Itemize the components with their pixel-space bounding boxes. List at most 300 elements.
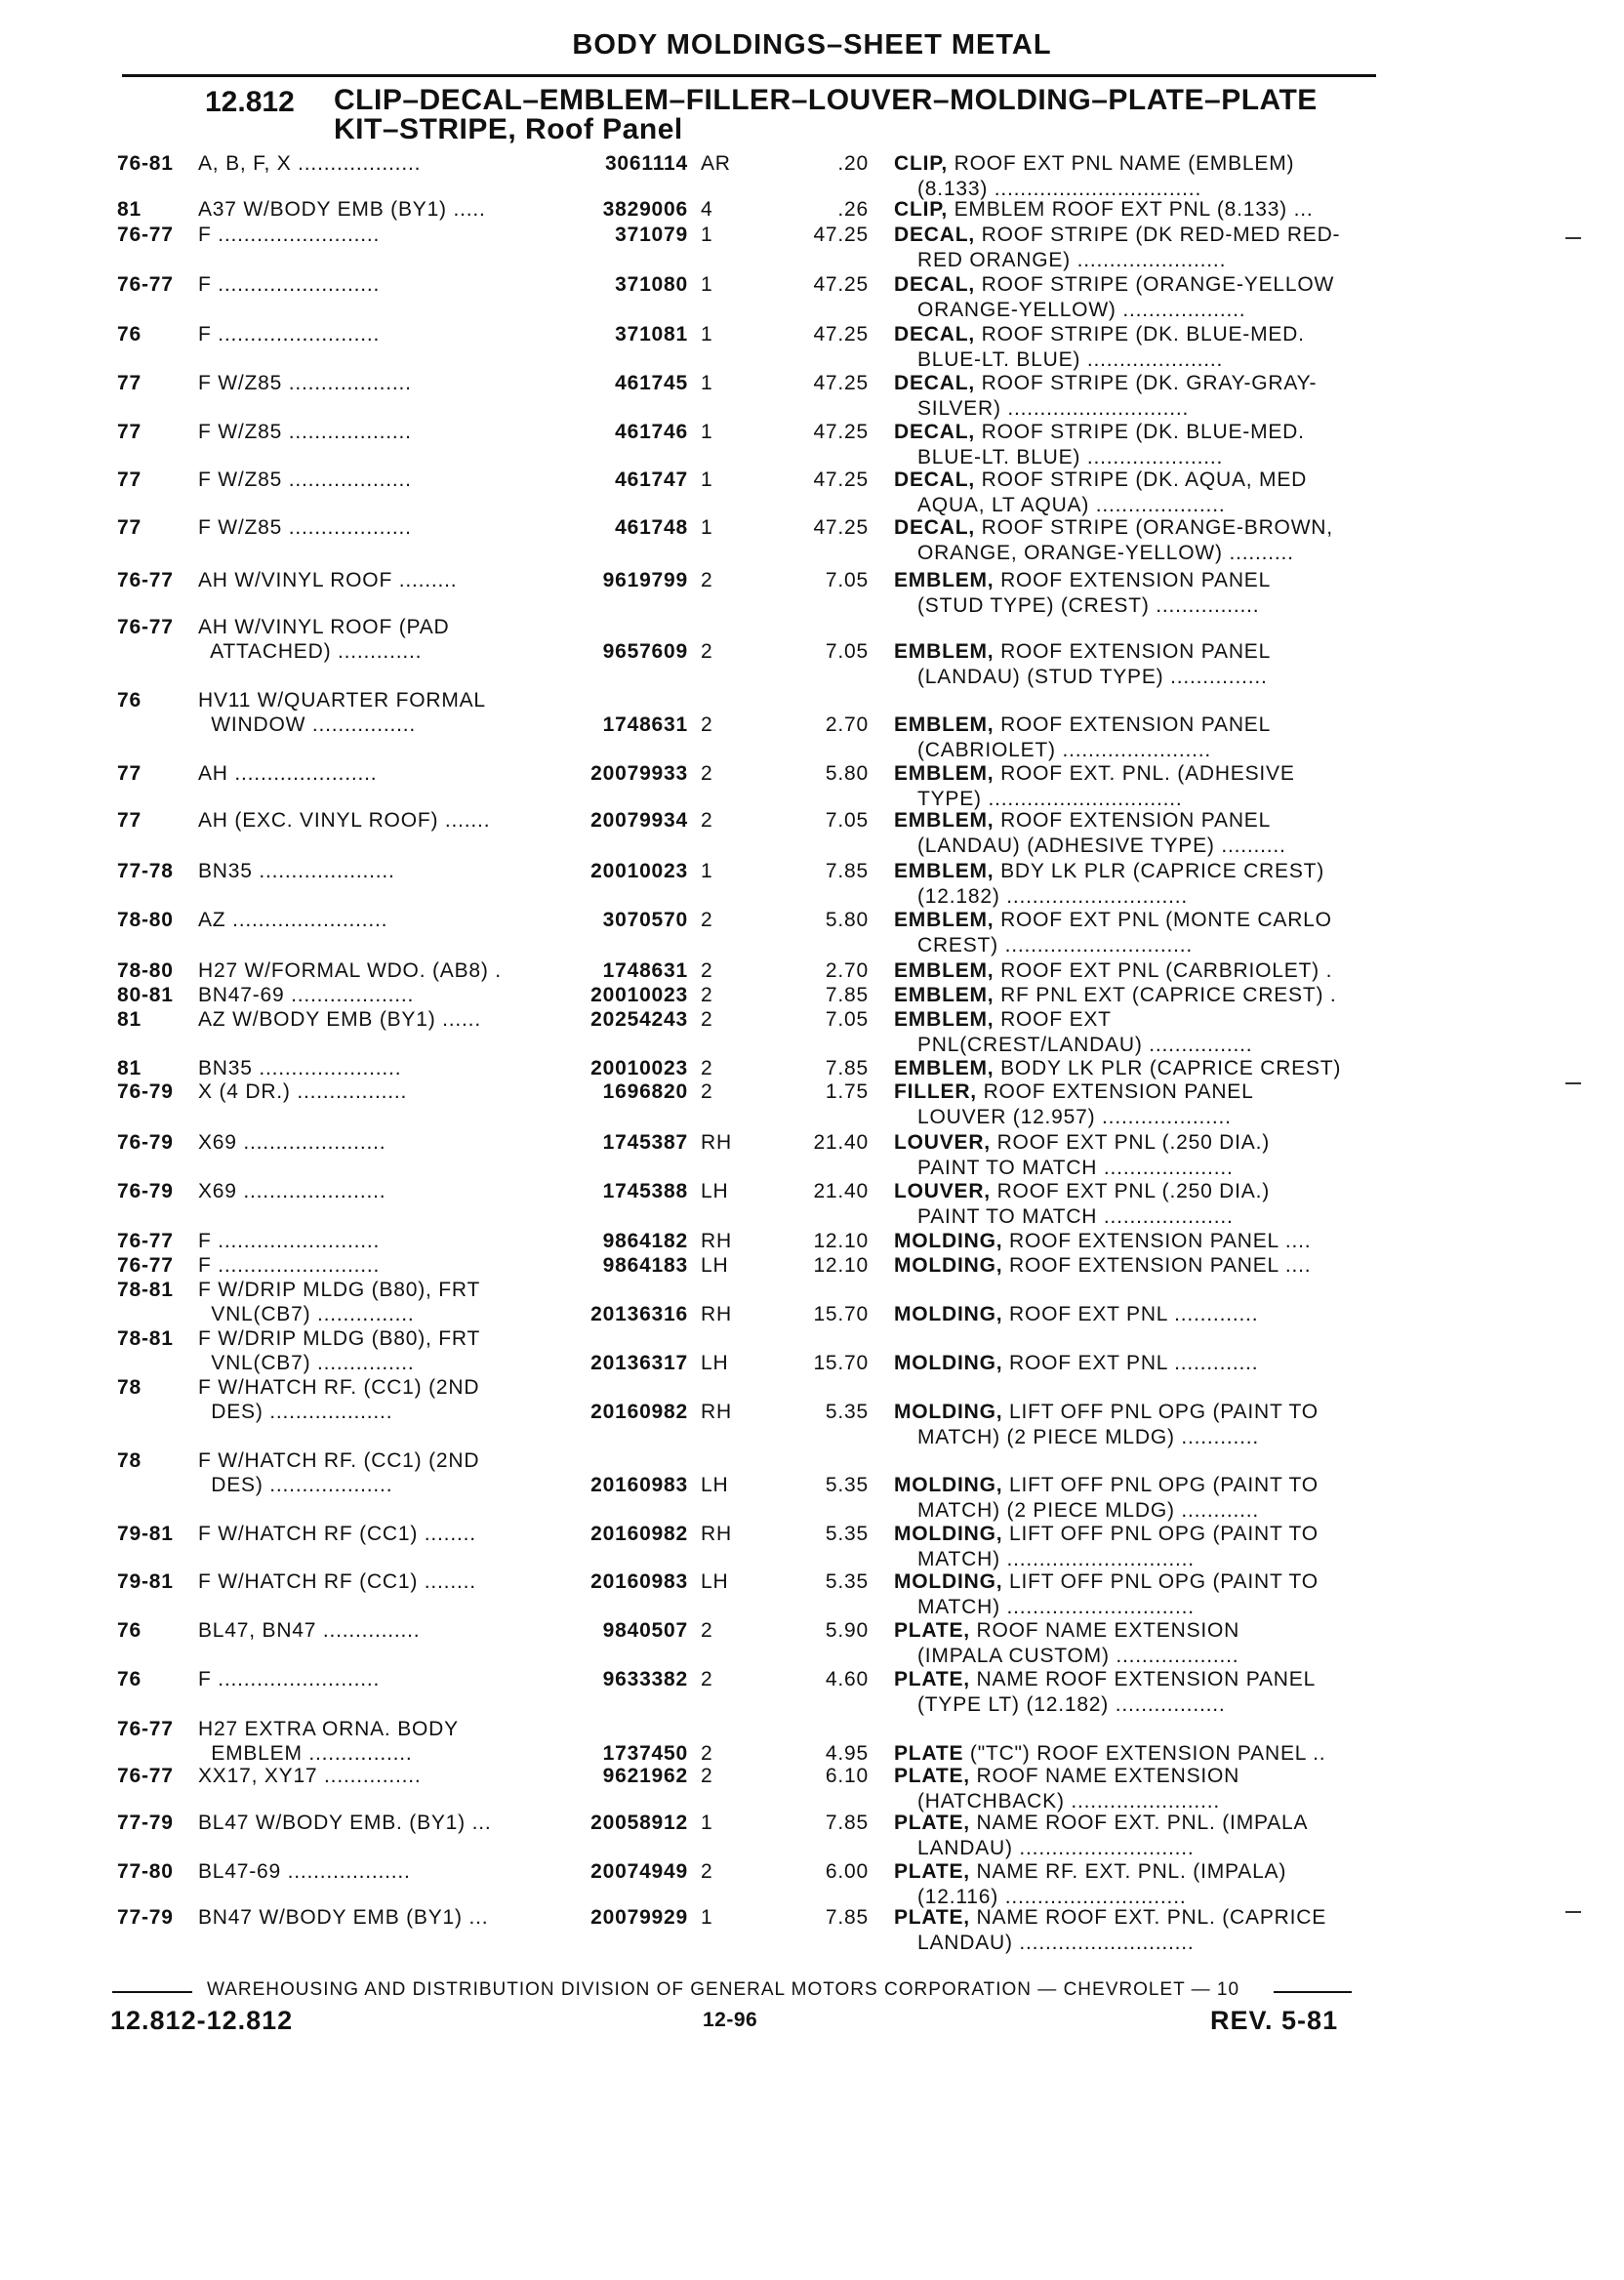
part-type: EMBLEM, [894,984,995,1006]
part-description [917,1836,1401,1860]
model-year: 78 [117,1449,142,1472]
description-text: LANDAU) ........................... [917,1836,1195,1859]
model-year: 77 [117,421,142,443]
description-text: ROOF EXT PNL NAME (EMBLEM) [947,152,1295,175]
model-application: X (4 DR.) ................. [198,1080,408,1103]
description-text: ROOF EXTENSION PANEL [994,713,1272,736]
model-application: AH W/VINYL ROOF (PAD [198,616,450,638]
part-number: 1748631 [602,959,688,982]
quantity: 2 [701,762,713,785]
quantity: 1 [701,1906,713,1929]
price: 47.25 [813,468,869,491]
price: 15.70 [813,1303,869,1325]
quantity: 1 [701,1812,713,1834]
description-text: (LANDAU) (STUD TYPE) ............... [917,665,1268,688]
model-application: F ......................... [198,1230,381,1252]
part-description [917,1425,1401,1449]
description-text: ROOF NAME EXTENSION [969,1619,1240,1642]
model-year: 77 [117,762,142,785]
price: 7.85 [825,1906,869,1929]
part-type: DECAL, [894,516,975,539]
model-application: XX17, XY17 ............... [198,1765,422,1787]
model-application: HV11 W/QUARTER FORMAL [198,689,486,712]
part-description [894,371,1377,395]
quantity: 2 [701,984,713,1006]
part-type: EMBLEM, [894,860,995,882]
quantity: 1 [701,224,713,246]
description-text: ROOF STRIPE (DK. GRAY-GRAY- [974,372,1318,394]
model-year: 76 [117,1668,142,1690]
model-application: F W/HATCH RF (CC1) ........ [198,1523,476,1545]
model-application: BL47, BN47 ............... [198,1619,421,1642]
description-text: NAME RF. EXT. PNL. (IMPALA) [969,1860,1287,1883]
quantity: 1 [701,516,713,539]
model-application: F W/HATCH RF. (CC1) (2ND [198,1449,480,1472]
description-text: LIFT OFF PNL OPG (PAINT TO [1002,1523,1319,1545]
model-application: F ......................... [198,1668,381,1690]
quantity: 2 [701,1008,713,1031]
price: 47.25 [813,421,869,443]
footer-page-number: 12-96 [703,2009,758,2031]
price: 6.10 [825,1765,869,1787]
part-description [917,396,1401,421]
price: 7.05 [825,1008,869,1031]
model-application: H27 W/FORMAL WDO. (AB8) . [198,959,502,982]
part-description [894,1079,1377,1104]
part-number: 3829006 [602,198,688,221]
quantity: AR [701,152,731,175]
quantity: 2 [701,1057,713,1079]
quantity: 2 [701,1860,713,1883]
part-type: PLATE, [894,1906,970,1929]
quantity: 2 [701,640,713,663]
description-text: MATCH) ............................. [917,1595,1195,1618]
part-type: DECAL, [894,273,975,296]
quantity: LH [701,1570,729,1593]
part-type: DECAL, [894,468,975,491]
model-application: AZ ........................ [198,909,388,931]
price: 5.35 [825,1570,869,1593]
model-application: F W/HATCH RF. (CC1) (2ND [198,1376,480,1399]
price: 7.85 [825,984,869,1006]
model-application: X69 ...................... [198,1131,386,1154]
description-text: LIFT OFF PNL OPG (PAINT TO [1002,1474,1319,1496]
quantity: 1 [701,468,713,491]
model-application: F W/DRIP MLDG (B80), FRT [198,1327,481,1350]
description-text: ROOF STRIPE (ORANGE-YELLOW [974,273,1335,296]
part-number: 1748631 [602,713,688,736]
model-year: 78-80 [117,909,174,931]
quantity: 2 [701,1619,713,1642]
quantity: RH [701,1230,732,1252]
part-number: 371080 [615,273,688,296]
description-text: (LANDAU) (ADHESIVE TYPE) .......... [917,834,1286,857]
part-description [894,1130,1377,1155]
model-year: 81 [117,1008,142,1031]
model-application: H27 EXTRA ORNA. BODY [198,1718,459,1740]
price: 47.25 [813,323,869,346]
model-year: 76-77 [117,569,174,591]
model-year: 78 [117,1376,142,1399]
model-year: 76-77 [117,1765,174,1787]
description-text: BLUE-LT. BLUE) ..................... [917,347,1224,371]
model-year: 77-78 [117,860,174,882]
part-description [917,1595,1401,1619]
description-text: ROOF EXTENSION PANEL [994,569,1272,591]
description-text: LIFT OFF PNL OPG (PAINT TO [1002,1401,1319,1423]
price: 5.35 [825,1474,869,1496]
part-type: MOLDING, [894,1254,1003,1277]
description-text: ROOF EXTENSION PANEL [994,640,1272,663]
description-text: PAINT TO MATCH .................... [917,1156,1234,1179]
description-text: TYPE) .............................. [917,787,1183,810]
quantity: 2 [701,569,713,591]
model-year: 77-80 [117,1860,174,1883]
part-type: PLATE, [894,1765,970,1787]
part-description [894,272,1377,297]
model-year: 79-81 [117,1570,174,1593]
part-number: 371081 [615,323,688,346]
part-number: 9840507 [602,1619,688,1642]
description-text: PNL(CREST/LANDAU) ................ [917,1033,1253,1056]
part-description [917,541,1401,565]
part-number: 20074949 [590,1860,688,1883]
part-description [917,1789,1401,1813]
part-number: 1696820 [602,1080,688,1103]
quantity: 2 [701,809,713,832]
model-year: 77 [117,516,142,539]
section-title: CLIP–DECAL–EMBLEM–FILLER–LOUVER–MOLDING–PLATE–PLATE KIT–STRIPE, Roof Panel [334,84,1318,145]
part-description [917,248,1401,272]
part-description [917,298,1401,322]
part-type: DECAL, [894,372,975,394]
description-text: EMBLEM ROOF EXT PNL (8.133) ... [947,198,1314,221]
quantity: RH [701,1523,732,1545]
part-description [894,761,1377,786]
description-text: ROOF EXTENSION PANEL [994,809,1272,832]
part-type: LOUVER, [894,1180,991,1202]
part-description [917,1033,1401,1057]
description-text: PAINT TO MATCH .................... [917,1204,1234,1228]
model-year: 76-77 [117,1718,174,1740]
part-type: EMBLEM, [894,909,995,931]
description-text: (12.182) ............................ [917,884,1189,908]
model-year: 79-81 [117,1523,174,1545]
part-number: 20010023 [590,984,688,1006]
description-text: ROOF EXT. PNL. (ADHESIVE [994,762,1295,785]
model-application: F W/Z85 ................... [198,421,412,443]
description-text: ROOF EXT [994,1008,1112,1031]
margin-dash-mark [1565,237,1581,239]
model-application: A37 W/BODY EMB (BY1) ..... [198,198,486,221]
part-number: 9864183 [602,1254,688,1277]
part-type: EMBLEM, [894,713,995,736]
quantity: 2 [701,1742,713,1765]
part-number: 3070570 [602,909,688,931]
model-year: 77-79 [117,1906,174,1929]
part-type: EMBLEM, [894,959,995,982]
price: .26 [837,198,869,221]
part-description [894,908,1377,932]
part-description [917,1156,1401,1180]
part-type: EMBLEM, [894,1008,995,1031]
part-number: 20010023 [590,1057,688,1079]
model-application: BL47 W/BODY EMB. (BY1) ... [198,1812,492,1834]
part-description [917,347,1401,372]
model-year: 76 [117,689,142,712]
model-application: AH (EXC. VINYL ROOF) ....... [198,809,491,832]
model-year: 76 [117,1619,142,1642]
part-description [894,808,1377,833]
price: 7.05 [825,809,869,832]
part-description [894,1741,1377,1766]
part-type: MOLDING, [894,1230,1003,1252]
part-number: 1737450 [602,1742,688,1765]
part-type: EMBLEM, [894,762,995,785]
part-description [917,738,1401,762]
description-text: (STUD TYPE) (CREST) ................ [917,593,1260,617]
part-number: 20010023 [590,860,688,882]
price: 4.60 [825,1668,869,1690]
part-description [917,1204,1401,1229]
part-number: 20160983 [590,1570,688,1593]
quantity: 2 [701,1668,713,1690]
part-description [894,859,1377,883]
quantity: 1 [701,273,713,296]
model-year: 77 [117,468,142,491]
model-year: 78-81 [117,1279,174,1301]
price: 47.25 [813,224,869,246]
quantity: LH [701,1180,729,1202]
price: 5.90 [825,1619,869,1642]
part-description [894,515,1377,540]
description-text: RED ORANGE) ....................... [917,248,1227,271]
part-description [894,1056,1377,1080]
description-text: NAME ROOF EXT. PNL. (CAPRICE [969,1906,1327,1929]
price: 15.70 [813,1352,869,1374]
part-number: 461746 [615,421,688,443]
model-application: F W/Z85 ................... [198,516,412,539]
part-type: CLIP, [894,198,948,221]
model-application: F W/DRIP MLDG (B80), FRT [198,1279,481,1301]
quantity: 2 [701,909,713,931]
part-description [917,493,1401,517]
part-description [894,568,1377,592]
part-type: MOLDING, [894,1523,1003,1545]
part-number: 20079929 [590,1906,688,1929]
part-description [917,665,1401,689]
part-number: 1745388 [602,1180,688,1202]
model-application: BN47-69 ................... [198,984,415,1006]
model-application: BN47 W/BODY EMB (BY1) ... [198,1906,489,1929]
part-description [894,1302,1377,1326]
description-text: (HATCHBACK) ....................... [917,1789,1220,1812]
model-application: VNL(CB7) ............... [198,1352,415,1374]
part-description [917,1547,1401,1571]
model-application: DES) ................... [198,1401,393,1423]
description-text: LOUVER (12.957) .................... [917,1105,1232,1128]
quantity: LH [701,1474,729,1496]
part-type: MOLDING, [894,1352,1003,1374]
price: 21.40 [813,1180,869,1202]
part-description [917,1931,1401,1955]
description-text: ROOF EXT PNL ............. [1002,1352,1259,1374]
footer-revision: REV. 5-81 [1210,2006,1339,2035]
quantity: 1 [701,372,713,394]
description-text: ROOF STRIPE (DK. BLUE-MED. [974,323,1305,346]
price: 7.05 [825,640,869,663]
description-text: ORANGE-YELLOW) ................... [917,298,1246,321]
description-text: BLUE-LT. BLUE) ..................... [917,445,1224,468]
part-number: 20136316 [590,1303,688,1325]
price: 6.00 [825,1860,869,1883]
description-text: ROOF STRIPE (DK RED-MED RED- [974,224,1341,246]
model-application: F ......................... [198,1254,381,1277]
model-year: 76-77 [117,616,174,638]
description-text: (12.116) ............................ [917,1885,1187,1908]
part-description [894,1618,1377,1643]
part-type: MOLDING, [894,1303,1003,1325]
part-number: 20160983 [590,1474,688,1496]
quantity: RH [701,1131,732,1154]
quantity: 1 [701,860,713,882]
part-number: 461745 [615,372,688,394]
part-description [917,787,1401,811]
quantity: RH [701,1401,732,1423]
description-text: MATCH) (2 PIECE MLDG) ............ [917,1425,1260,1448]
part-number: 20160982 [590,1523,688,1545]
price: 7.85 [825,860,869,882]
description-text: ROOF EXT PNL (MONTE CARLO [994,909,1332,931]
price: .20 [837,152,869,175]
part-type: PLATE [894,1742,964,1765]
part-description [894,1473,1377,1497]
margin-dash-mark [1565,1911,1581,1913]
model-application: BN35 ...................... [198,1057,402,1079]
model-application: X69 ...................... [198,1180,386,1202]
part-number: 9864182 [602,1230,688,1252]
model-application: EMBLEM ................ [198,1742,413,1765]
part-description [894,1811,1377,1835]
quantity: 1 [701,323,713,346]
price: 7.85 [825,1812,869,1834]
footer-section-range: 12.812-12.812 [110,2006,294,2035]
description-text: ROOF STRIPE (DK. AQUA, MED [974,468,1308,491]
part-number: 20079934 [590,809,688,832]
margin-dash-mark [1565,1082,1581,1084]
model-application: F W/Z85 ................... [198,372,412,394]
part-description [917,445,1401,469]
part-description [894,197,1377,222]
model-application: BL47-69 ................... [198,1860,411,1883]
price: 47.25 [813,372,869,394]
model-year: 76-77 [117,1230,174,1252]
model-application: AZ W/BODY EMB (BY1) ...... [198,1008,481,1031]
part-number: 9619799 [602,569,688,591]
description-text: CREST) ............................. [917,933,1193,957]
price: 12.10 [813,1230,869,1252]
part-description [917,884,1401,909]
description-text: LANDAU) ........................... [917,1931,1195,1954]
footer-division: WAREHOUSING AND DISTRIBUTION DIVISION OF GENERAL MOTORS CORPORATION — CHEVROLET — 10 [207,1979,1240,2000]
model-application: F W/HATCH RF (CC1) ........ [198,1570,476,1593]
model-application: F ......................... [198,273,381,296]
price: 5.35 [825,1523,869,1545]
part-number: 371079 [615,224,688,246]
part-number: 20254243 [590,1008,688,1031]
part-description [894,420,1377,444]
price: 5.80 [825,909,869,931]
part-number: 461747 [615,468,688,491]
model-year: 76-77 [117,273,174,296]
part-description [894,1229,1377,1253]
part-number: 9621962 [602,1765,688,1787]
model-year: 78-81 [117,1327,174,1350]
part-description [917,834,1401,858]
description-text: ROOF STRIPE (DK. BLUE-MED. [974,421,1305,443]
part-number: 1745387 [602,1131,688,1154]
part-description [894,1253,1377,1278]
model-year: 76-79 [117,1180,174,1202]
part-description [894,1400,1377,1424]
model-application: WINDOW ................ [198,713,416,736]
quantity: 2 [701,1765,713,1787]
part-description [894,322,1377,346]
part-type: PLATE, [894,1668,970,1690]
part-description [917,1644,1401,1668]
part-description [894,468,1377,492]
part-description [894,1905,1377,1930]
model-application: AH ...................... [198,762,378,785]
quantity: RH [701,1303,732,1325]
price: 5.80 [825,762,869,785]
description-text: NAME ROOF EXT. PNL. (IMPALA [969,1812,1309,1834]
part-type: MOLDING, [894,1474,1003,1496]
quantity: 2 [701,713,713,736]
section-number: 12.812 [205,86,295,118]
price: 1.75 [825,1080,869,1103]
price: 4.95 [825,1742,869,1765]
price: 47.25 [813,516,869,539]
model-application: F W/Z85 ................... [198,468,412,491]
description-text: ROOF EXT PNL ............. [1002,1303,1259,1325]
part-description [894,1859,1377,1884]
part-description [917,1105,1401,1129]
quantity: 2 [701,959,713,982]
part-type: PLATE, [894,1860,970,1883]
part-number: 3061114 [604,152,688,175]
model-year: 81 [117,198,142,221]
model-application: ATTACHED) ............. [198,640,423,663]
model-application: F ......................... [198,224,381,246]
part-description [894,223,1377,247]
price: 2.70 [825,713,869,736]
description-text: ROOF EXT PNL (CARBRIOLET) . [994,959,1333,982]
part-type: DECAL, [894,421,975,443]
page-header: BODY MOLDINGS–SHEET METAL [572,29,1052,61]
description-text: ROOF EXTENSION PANEL .... [1002,1254,1312,1277]
part-type: DECAL, [894,224,975,246]
part-description [894,1007,1377,1032]
part-description [917,1498,1401,1523]
part-description [917,933,1401,957]
part-description [894,1667,1377,1691]
quantity: 2 [701,1080,713,1103]
price: 12.10 [813,1254,869,1277]
part-type: EMBLEM, [894,809,995,832]
part-description [894,958,1377,983]
description-text: ROOF EXTENSION PANEL .... [1002,1230,1312,1252]
